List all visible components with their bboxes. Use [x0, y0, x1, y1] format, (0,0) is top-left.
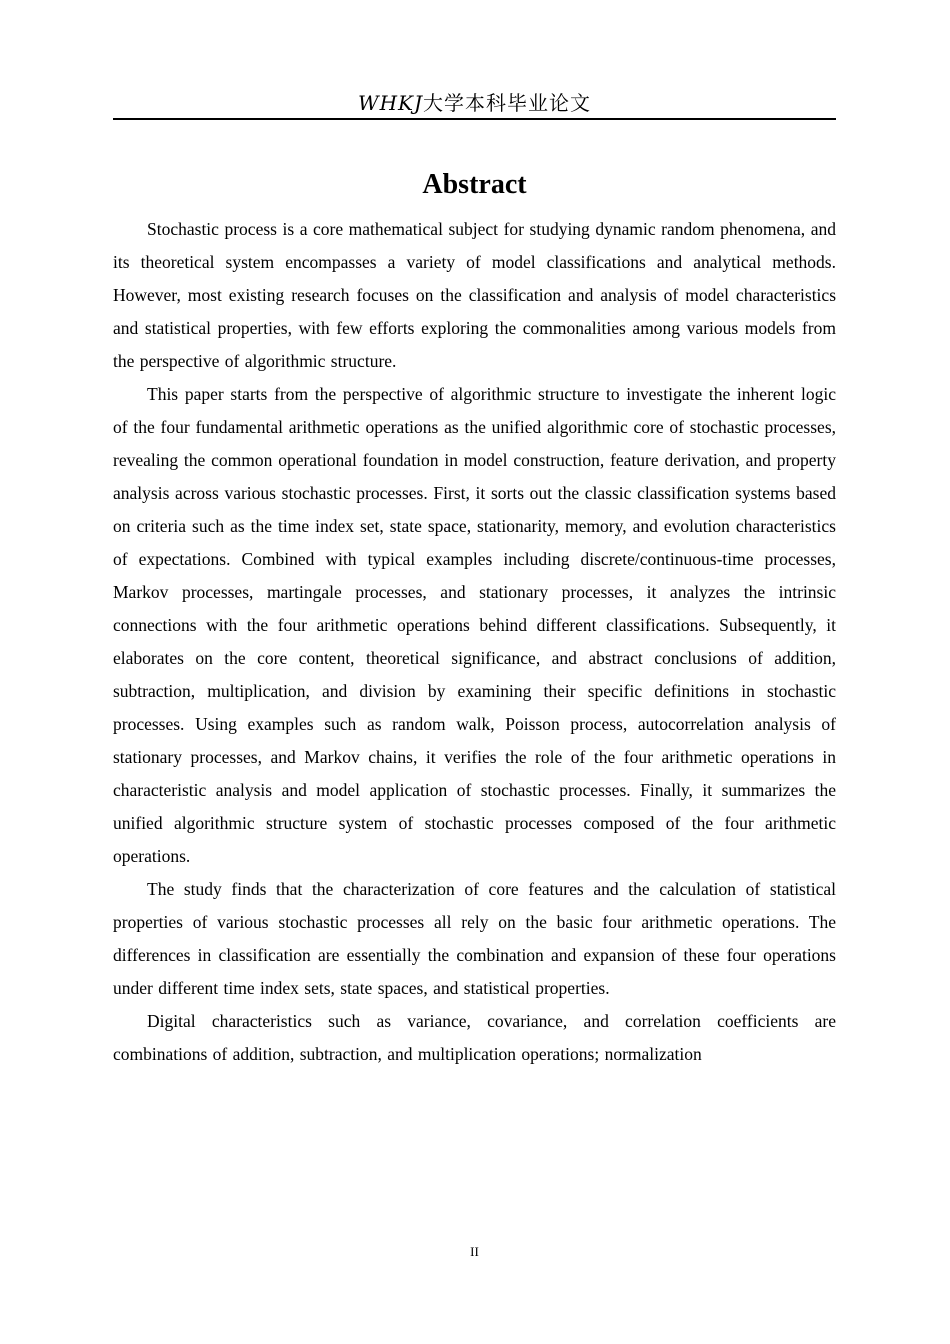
page-number: II [470, 1244, 479, 1259]
abstract-paragraph-3: The study finds that the characterization of core features and the calculation of statistical properties of various stochastic processes all rely on the basic four arithmetic operations. The differences in classification are essentially the combination and expansion of these four operations under different time index sets, state spaces, and statistical properties. [113, 879, 836, 998]
header-thesis-label: 大学本科毕业论文 [422, 91, 591, 115]
header-rule [113, 118, 836, 120]
running-header [113, 88, 836, 118]
header-institution-code: WHKJ [358, 91, 423, 115]
abstract-body [113, 213, 836, 1071]
page-title: Abstract [422, 169, 527, 200]
abstract-paragraph-2: This paper starts from the perspective of algorithmic structure to investigate the inherent logic of the four fundamental arithmetic operations as the unified algorithmic core of stochastic processes, revealing the common operational foundation in model construction, feature derivation, and property analysis across various stochastic processes. First, it sorts out the classic classification systems based on criteria such as the time index set, state space, stationarity, memory, and evolution characteristics of expectations. Combined with typical examples including discrete/continuous-time processes, Markov processes, martingale processes, and stationary processes, it analyzes the intrinsic connections with the four arithmetic operations behind different classifications. Subsequently, it elaborates on the core content, theoretical significance, and abstract conclusions of addition, subtraction, multiplication, and division by examining their specific definitions in stochastic processes. Using examples such as random walk, Poisson process, autocorrelation analysis of stationary processes, and Markov chains, it verifies the role of the four arithmetic operations in characteristic analysis and model application of stochastic processes. Finally, it summarizes the unified algorithmic structure system of stochastic processes composed of the four arithmetic operations. [113, 384, 836, 866]
abstract-paragraph-4: Digital characteristics such as variance, covariance, and correlation coefficients are combinations of addition, subtraction, and multiplication operations; normalization [113, 1011, 836, 1064]
abstract-paragraph-1: Stochastic process is a core mathematical subject for studying dynamic random phenomena, and its theoretical system encompasses a variety of model classifications and analytical methods. However, most existing research focuses on the classification and analysis of model characteristics and statistical properties, with few efforts exploring the commonalities among various models from the perspective of algorithmic structure. [113, 219, 836, 371]
